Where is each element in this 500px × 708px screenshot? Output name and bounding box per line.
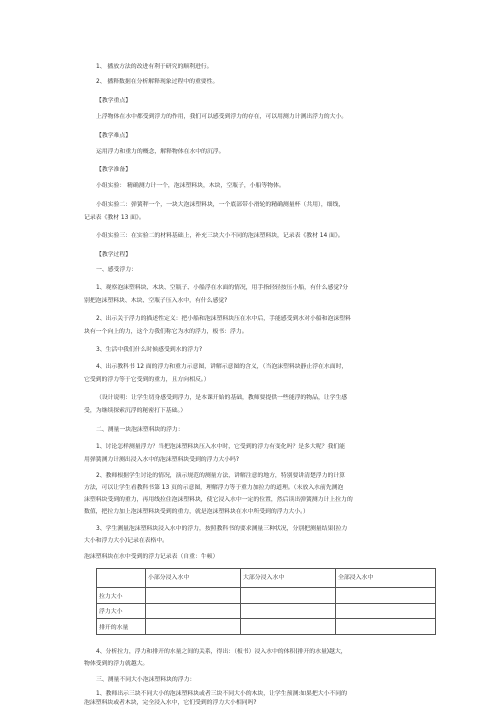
step-2-4-line-2: 物体受到的浮力就越大。 [84, 661, 149, 667]
table-cell [336, 619, 436, 635]
table-cell [146, 603, 241, 619]
step-2-2-line-2: 方法，可以让学生看教科书第 13 页的示意图，理解浮力等于重力加拉力的道理。（末放入水前先测泡 [84, 485, 344, 491]
table-row [97, 603, 436, 619]
heading-key-points: 【教学重点】 [96, 98, 132, 104]
key-points-text: 上浮物体在水中都受到浮力的作用，我们可以感受到浮力的存在，可以用测力计测出浮力的大小。 [96, 114, 348, 120]
table-cell [146, 587, 241, 603]
table-cell [336, 603, 436, 619]
design-note-line-2: 受，为继续探索沉浮的秘密打下基础。） [84, 408, 187, 414]
step-1-3: 3、生活中我们什么时候感受到水的浮力? [96, 347, 203, 353]
step-1-2-line-2: 块有一个向上的力，这个力我们称它为水的浮力，板书：浮力。 [84, 329, 248, 335]
step-2-2-line-4: 数值，把拉力加上泡沫塑料块受到的重力，就是泡沫塑料块在水中所受到的浮力大小。） [84, 509, 309, 515]
table-header-cell: 全部浸入水中 [336, 569, 436, 588]
table-header-cell: 小部分浸入水中 [146, 569, 241, 588]
step-2-2-line-3: 沫塑料块受到的重力，再用线拉住泡沫塑料块，使它浸入水中一定的位置，然后读出弹簧测力计上拉力的 [84, 497, 353, 503]
row-label: 拉力大小 [97, 587, 146, 603]
section-2-title: 二、测量一块泡沫塑料块的浮力： [96, 427, 184, 433]
table-row [97, 619, 436, 635]
table-cell [336, 587, 436, 603]
objective-line-2: 2、 播释数据在分析解释现象过程中的重要性。 [96, 79, 219, 85]
table-header-row [97, 569, 436, 588]
table-cell [146, 619, 241, 635]
step-1-4-line-1: 4、出示教科书 12 面的浮力和重力示意图，讲解示意图的含义，（当泡沫塑料块静止浮在水面时， [96, 364, 348, 370]
heading-process: 【教学过程】 [96, 252, 132, 258]
table-cell [241, 619, 336, 635]
heading-preparation: 【教学准备】 [96, 167, 132, 173]
table-row [97, 587, 436, 603]
step-1-2-line-1: 2、出示关于浮力的描述性定义：把小船和泡沫塑料块压在水中后，手能感受到水对小船和泡沫塑料 [96, 316, 351, 322]
row-label: 浮力大小 [97, 603, 146, 619]
step-1-1-line-1: 1、观察泡沫塑料块、木块、空瓶子、小船浮在水面的情况，用手指轻轻按压小船，有什么感觉?分 [96, 285, 349, 291]
row-label: 排开的水量 [97, 619, 146, 635]
difficulties-text: 运用浮力和重力的概念，解释物体在水中的沉浮。 [96, 149, 225, 155]
section-3-title: 三、测量不同大小泡沫塑料块的浮力： [96, 677, 196, 683]
table-title: 泡沫塑料块在水中受到的浮力记录表（自重：牛顿） [84, 554, 219, 560]
step-2-2-line-1: 2、教师根据学生讨论的情况，演示规范的测量方法，讲解注意的地方，特别要讲清楚浮力的计算 [96, 473, 346, 479]
step-2-4-line-1: 4、分析拉力，浮力和排开的水量之间的关系，得出：（板书）浸入水中的体积(排开的水量)越大， [96, 649, 347, 655]
step-1-4-line-2: 它受到的浮力等于它受到的重力，且方向相反。） [84, 377, 210, 383]
step-1-1-line-2: 别把泡沫塑料块、木块、空瓶子压入水中，有什么感觉? [84, 298, 228, 304]
heading-difficulties: 【教学难点】 [96, 133, 132, 139]
objective-line-1: 1、 播放方法的改进有利于研究的顺利进行。 [96, 64, 213, 70]
section-1-title: 一、感受浮力： [96, 267, 137, 273]
table-cell [241, 587, 336, 603]
step-3-1-line-2: 泡沫塑料块或者木块，完全浸入水中，它们受到的浮力大小相同吗? [84, 700, 257, 706]
table-header-cell: 大部分浸入水中 [241, 569, 336, 588]
step-2-1-line-2: 用弹簧测力计测出浸入水中的泡沫塑料块受到的浮力大小吗? [84, 457, 239, 463]
prep-experiment-3: 小组实验三：在实验二的材料基础上，补充三块大小不同的泡沫塑料块，记录表《教材 14 面》。 [96, 233, 344, 239]
prep-experiment-2-line-1: 小组实验二：弹簧秤一个，一块大泡沫塑料块，一个底部带小滑轮的精确测量杯（共用），细线， [96, 202, 345, 208]
table-header-cell [97, 569, 146, 588]
prep-experiment-1: 小组实验： 精确测力计一个，泡沫塑料块，木块，空瓶子，小船等物体。 [96, 183, 285, 189]
step-2-1-line-1: 1、讨论怎样测量浮力？当把泡沫塑料块压入水中时，它受到的浮力有变化吗？是多大呢？我们能 [96, 444, 346, 450]
table-cell [241, 603, 336, 619]
prep-experiment-2-line-2: 记录表《教材 13 面》。 [84, 215, 145, 221]
step-2-3-line-2: 大小和浮力大小)记录在表格中。 [84, 538, 169, 544]
design-note-line-1: （设计说明：让学生切身感受到浮力，是本课开始的基础，教师要提供一些能浮的物品，让学生感 [96, 395, 348, 401]
step-2-3-line-1: 3、学生测量泡沫塑料块浸入水中的浮力，按照教科书的要求测量三种状况，分别把测量结果(拉力 [96, 526, 348, 532]
step-3-1-line-1: 1、教师出示三块不同大小的泡沫塑料块或者三块不同大小的木块，让学生预测:如果把大小不同的 [96, 691, 347, 697]
buoyancy-record-table [96, 568, 436, 635]
